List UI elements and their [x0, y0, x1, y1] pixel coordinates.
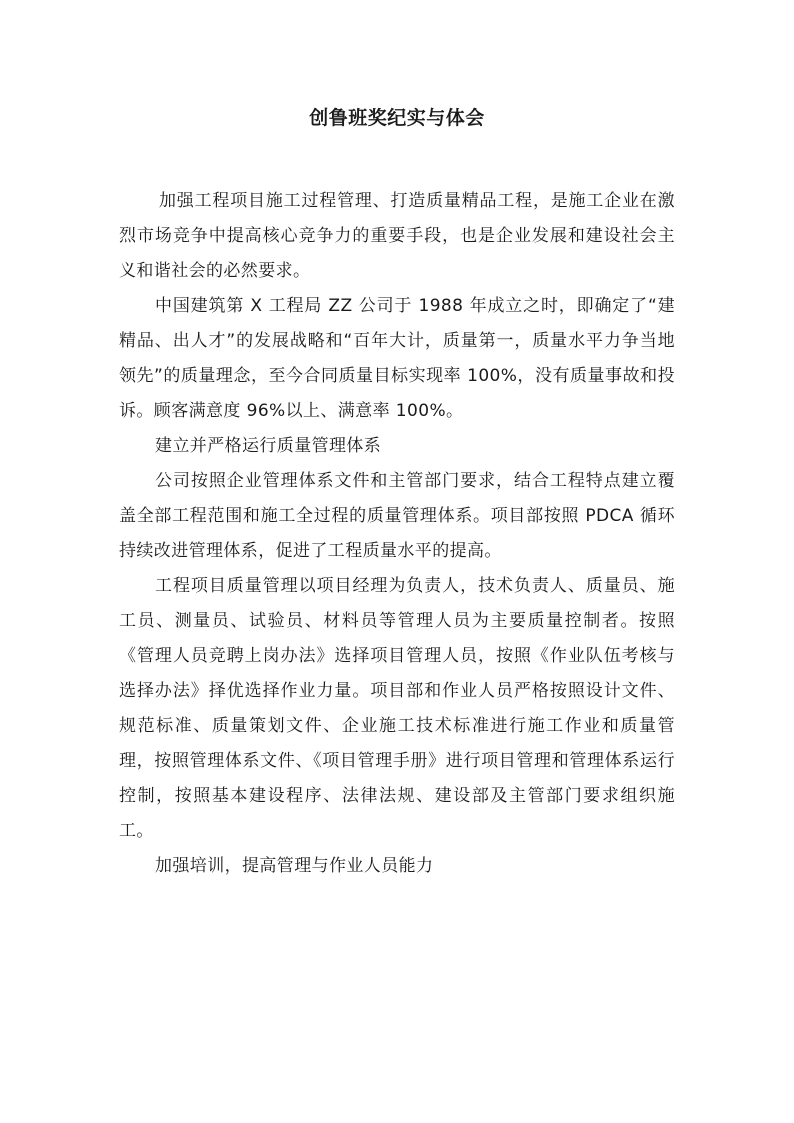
section-heading-training: 加强培训，提高管理与作业人员能力	[155, 856, 434, 876]
document-body	[119, 184, 675, 884]
document-title: 创鲁班奖纪实与体会	[309, 107, 485, 129]
paragraph-intro: 加强工程项目施工过程管理、打造质量精品工程，是施工企业在激烈市场竞争中提高核心竞争力的重要手段，也是企业发展和建设社会主义和谐社会的必然要求。	[119, 191, 675, 281]
paragraph-project-management: 工程项目质量管理以项目经理为负责人，技术负责人、质量员、施工员、测量员、试验员、材料员等管理人员为主要质量控制者。按照《管理人员竞聘上岗办法》选择项目管理人员，按照《作业队伍考核与选择办法》择优选择作业力量。项目部和作业人员严格按照设计文件、规范标准、质量策划文件、企业施工技术标准进行施工作业和质量管理，按照管理体系文件、《项目管理手册》进行项目管理和管理体系运行控制，按照基本建设程序、法律法规、建设部及主管部门要求组织施工。	[119, 576, 675, 841]
paragraph-quality-system: 公司按照企业管理体系文件和主管部门要求，结合工程特点建立覆盖全部工程范围和施工全过程的质量管理体系。项目部按照 PDCA 循环持续改进管理体系，促进了工程质量水平的提高。	[119, 471, 675, 561]
paragraph-company-history: 中国建筑第 X 工程局 ZZ 公司于 1988 年成立之时，即确定了“建精品、出人才”的发展战略和“百年大计，质量第一，质量水平力争当地领先”的质量理念，至今合同质量目标实现率 100%，没有质量事故和投诉。顾客满意度 96%以上、满意率 100%。	[119, 296, 675, 421]
section-heading-quality-system: 建立并严格运行质量管理体系	[155, 436, 382, 456]
